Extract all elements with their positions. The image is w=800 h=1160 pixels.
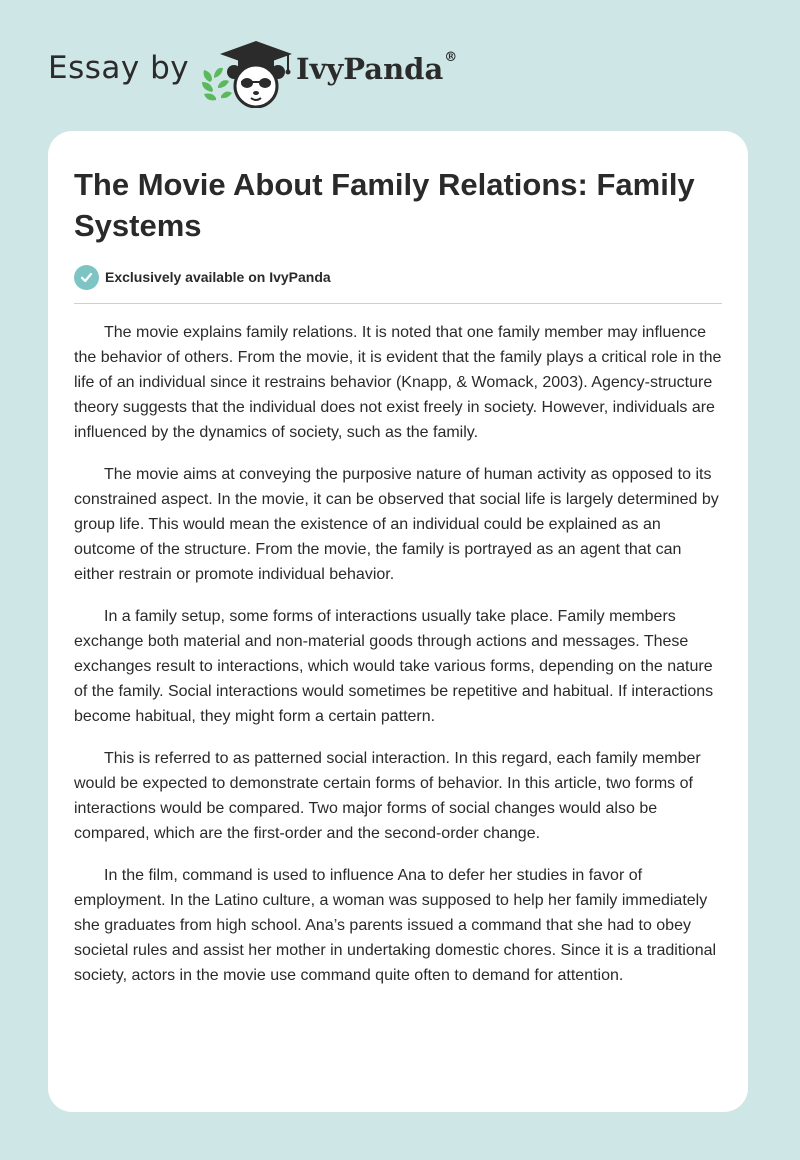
article-card [48,131,748,1112]
badge-label: Exclusively available on IvyPanda [105,269,331,285]
paragraph: In a family setup, some forms of interactions usually take place. Family members exchange both material and non-material goods through actions and messages. These exchanges result to interactions, which would take various forms, depending on the nature of the family. Social interactions would sometimes be repetitive and habitual. If interactions become habitual, they might form a certain pattern. [74,608,714,725]
panda-graduate-icon[interactable] [200,38,292,108]
paragraph: The movie explains family relations. It is noted that one family member may influence the behavior of others. From the movie, it is evident that the family plays a critical role in the life of an individual since it restrains behavior (Knapp, & Womack, 2003). Agency-structure theory suggests that the individual does not exist freely in society. However, individuals are influenced by the dynamics of society, such as the family. [74,324,722,441]
check-icon [74,265,99,290]
article-body [74,320,724,1005]
page-title: The Movie About Family Relations: Family Systems [74,167,695,243]
registered-mark: ® [444,50,458,65]
divider [74,303,722,304]
panda-face-icon [227,65,285,107]
paragraph: In the film, command is used to influence Ana to defer her studies in favor of employment. In the Latino culture, a woman was supposed to help her family immediately she graduates from high school. Ana’s parents issued a command that she had to obey societal rules and assist her mother in undertaking domestic chores. Since it is a traditional society, actors in the movie use command quite often to demand for attention. [74,867,717,984]
exclusive-badge [74,264,331,290]
paragraph: The movie aims at conveying the purposive nature of human activity as opposed to its constrained aspect. In the movie, it can be observed that social life is largely determined by group life. This would mean the existence of an individual could be explained as an outcome of the structure. From the movie, the family is portrayed as an agent that can either restrain or promote individual behavior. [74,466,719,583]
site-header [0,0,800,130]
brand-logo-text[interactable] [296,52,457,86]
essay-by-label: Essay by [48,50,190,86]
paragraph: This is referred to as patterned social interaction. In this regard, each family member would be expected to demonstrate certain forms of behavior. In this article, two forms of interactions would be compared. Two major forms of social changes would also be compared, which are the first-order and the second-order change. [74,750,701,842]
brand-name: IvyPanda [296,52,444,86]
